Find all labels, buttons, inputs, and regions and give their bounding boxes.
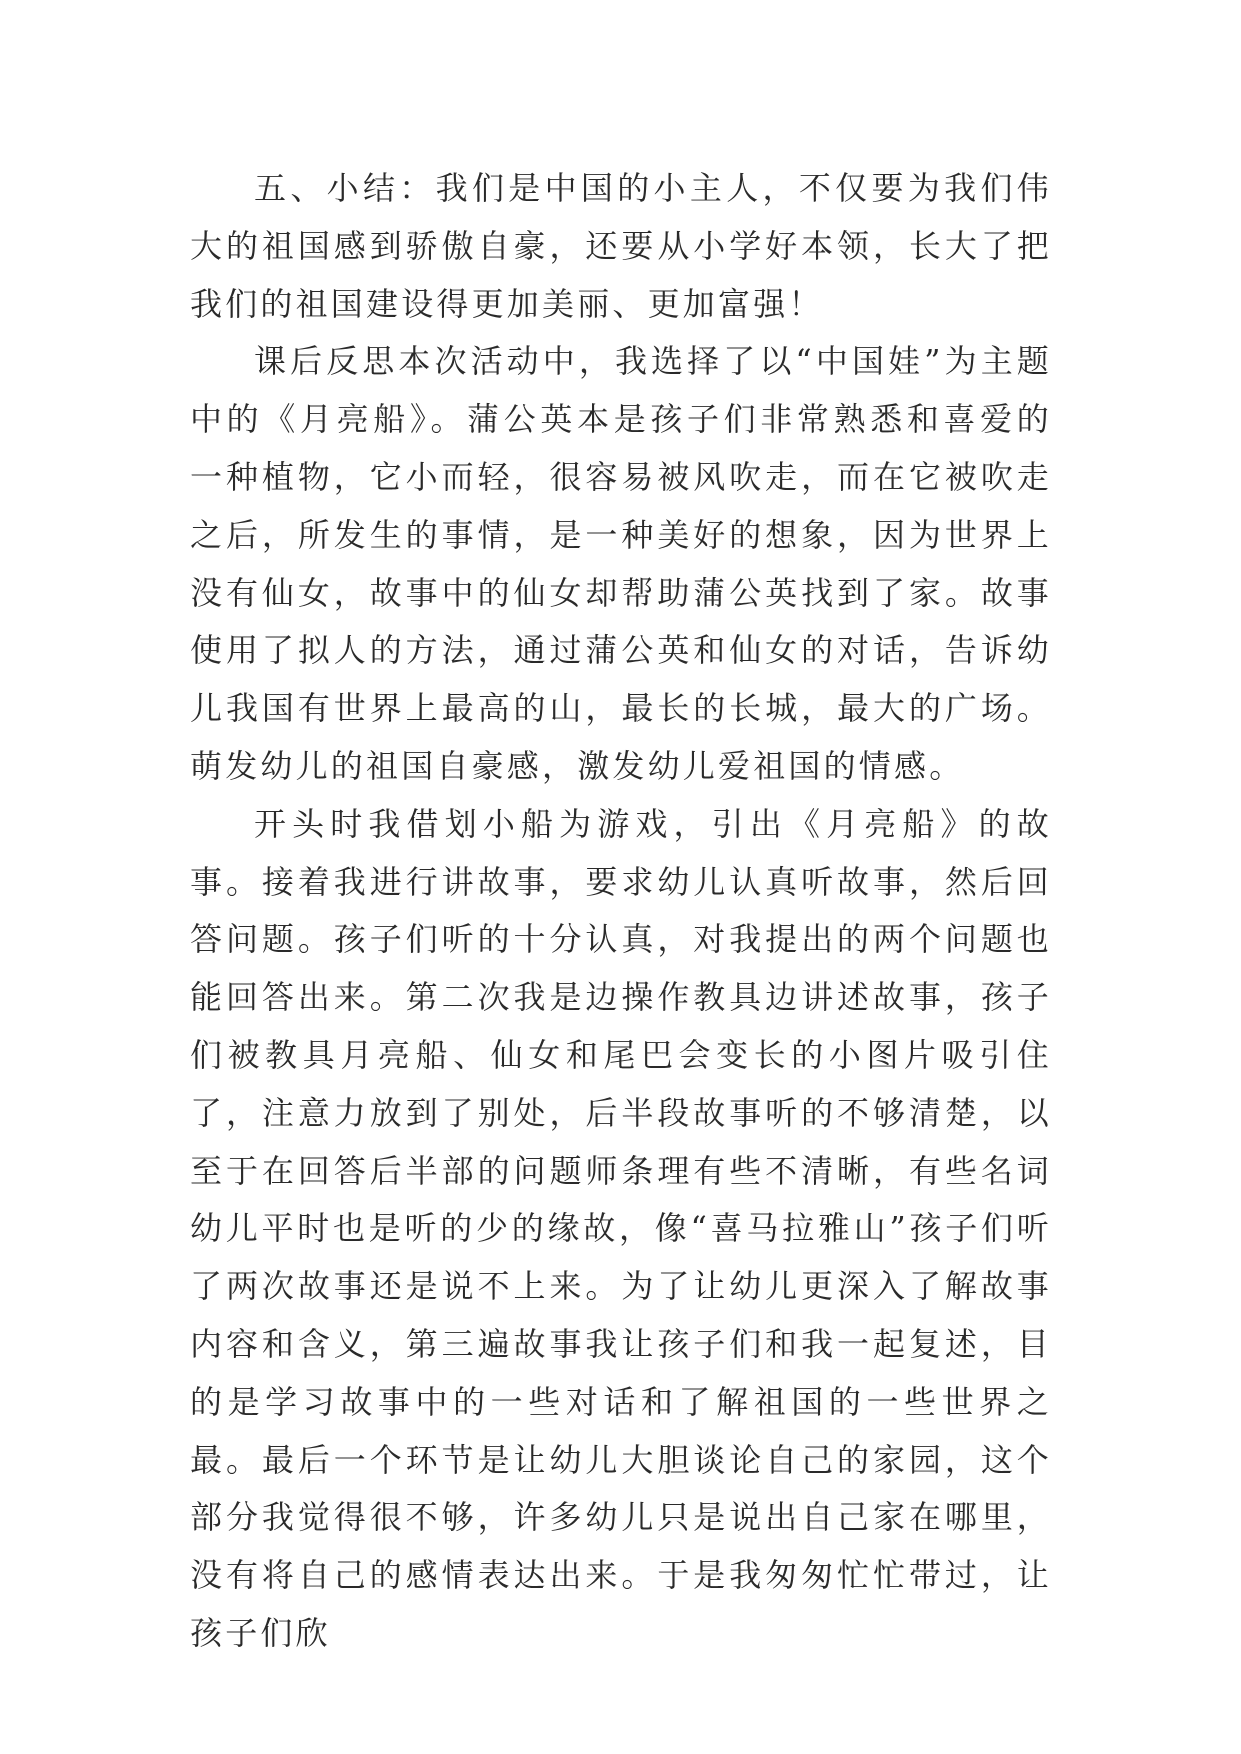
paragraph-summary: 五、小结：我们是中国的小主人，不仅要为我们伟大的祖国感到骄傲自豪，还要从小学好本领，长大了把我们的祖国建设得更加美丽、更加富强！ — [190, 169, 1052, 323]
paragraph-reflection: 课后反思本次活动中，我选择了以“中国娃”为主题中的《月亮船》。蒲公英本是孩子们非常熟悉和喜爱的一种植物，它小而轻，很容易被风吹走，而在它被吹走之后，所发生的事情，是一种美好的想象，因为世界上没有仙女，故事中的仙女却帮助蒲公英找到了家。故事使用了拟人的方法，通过蒲公英和仙女的对话，告诉幼儿我国有世界上最高的山，最长的长城，最大的广场。萌发幼儿的祖国自豪感，激发幼儿爱祖国的情感。 — [190, 342, 1052, 785]
document-body — [190, 160, 1052, 1663]
paragraph-process: 开头时我借划小船为游戏，引出《月亮船》的故事。接着我进行讲故事，要求幼儿认真听故事，然后回答问题。孩子们听的十分认真，对我提出的两个问题也能回答出来。第二次我是边操作教具边讲述故事，孩子们被教具月亮船、仙女和尾巴会变长的小图片吸引住了，注意力放到了别处，后半段故事听的不够清楚，以至于在回答后半部的问题师条理有些不清晰，有些名词幼儿平时也是听的少的缘故，像“喜马拉雅山”孩子们听了两次故事还是说不上来。为了让幼儿更深入了解故事内容和含义，第三遍故事我让孩子们和我一起复述，目的是学习故事中的一些对话和了解祖国的一些世界之最。最后一个环节是让幼儿大胆谈论自己的家园，这个部分我觉得很不够，许多幼儿只是说出自己家在哪里，没有将自己的感情表达出来。于是我匆匆忙忙带过，让孩子们欣 — [190, 804, 1052, 1652]
